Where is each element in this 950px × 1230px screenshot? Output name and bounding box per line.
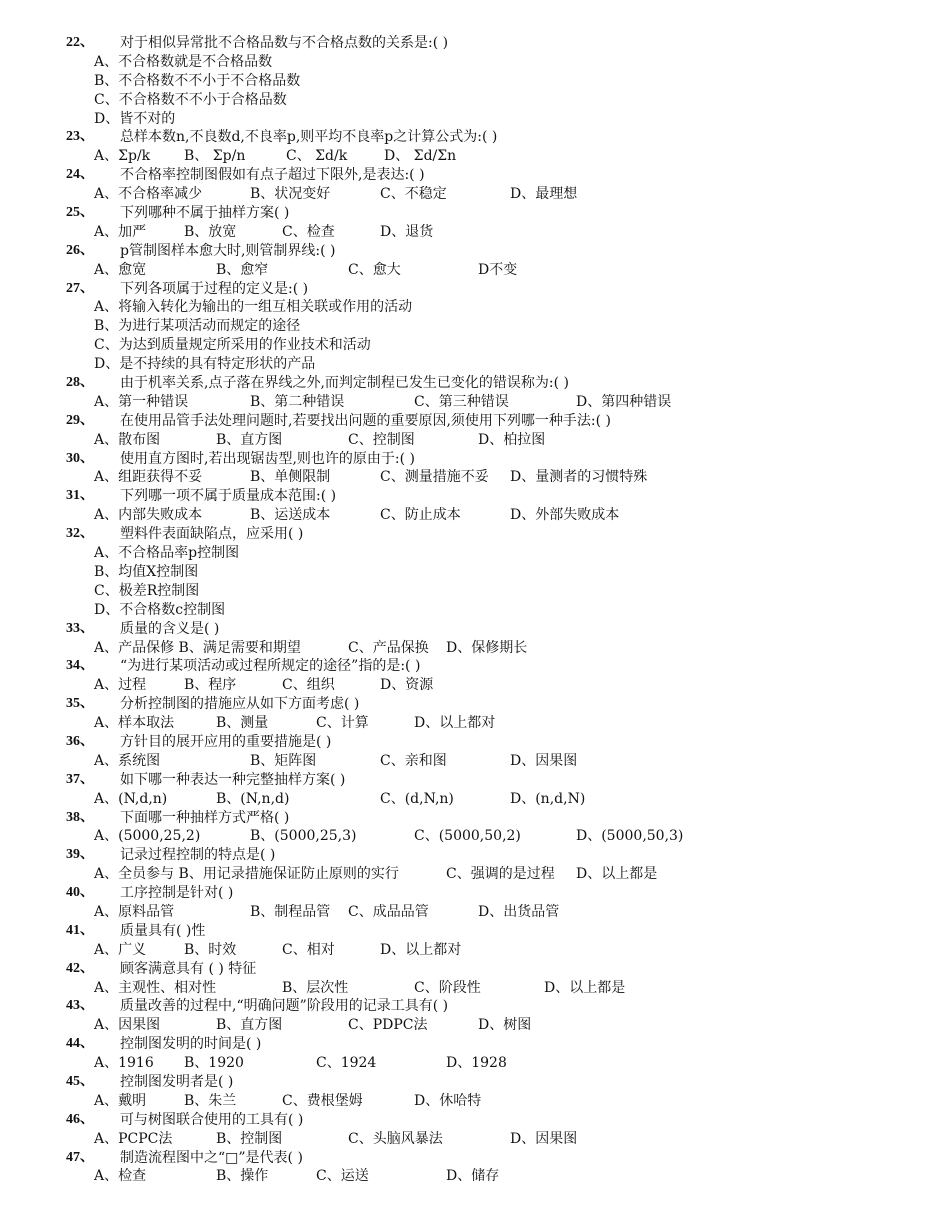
question-row xyxy=(66,374,926,393)
answer-option: D、 Σd/Σn xyxy=(384,148,457,165)
answer-options-row xyxy=(66,261,926,280)
answer-option: A、第一种错误 xyxy=(94,393,189,410)
answer-option: A、组距获得不妥 xyxy=(94,469,203,486)
answer-option: D、皆不对的 xyxy=(94,110,176,127)
answer-options-row xyxy=(66,1130,926,1149)
answer-option: D、以上都对 xyxy=(414,715,496,732)
question-row xyxy=(66,1111,926,1130)
answer-option: B、为进行某项活动而规定的途径 xyxy=(94,318,301,335)
answer-option: D、储存 xyxy=(446,1168,500,1185)
question-text: 可与树图联合使用的工具有( ) xyxy=(120,1111,304,1128)
answer-option: C、愈大 xyxy=(348,261,401,278)
answer-option: D、树图 xyxy=(478,1017,532,1034)
question-text: 总样本数n,不良数d,不良率p,则平均不良率p之计算公式为:( ) xyxy=(120,129,498,146)
question-number: 32、 xyxy=(66,526,94,542)
answer-option: C、运送 xyxy=(316,1168,369,1185)
answer-option: C、成品品管 xyxy=(348,903,429,920)
answer-option: A、PCPC法 xyxy=(94,1130,173,1147)
answer-option: C、不合格数不不小于合格品数 xyxy=(94,91,287,108)
question-text: 工序控制是针对( ) xyxy=(120,885,234,902)
answer-options-row xyxy=(66,147,926,166)
answer-option: D、因果图 xyxy=(510,752,578,769)
answer-option: B、单侧限制 xyxy=(250,469,331,486)
answer-option: A、不合格率减少 xyxy=(94,186,203,203)
answer-option: B、(N,n,d) xyxy=(216,790,290,807)
answer-option: C、1924 xyxy=(316,1055,377,1072)
answer-option: C、费根堡姆 xyxy=(282,1092,363,1109)
answer-option: A、内部失败成本 xyxy=(94,507,203,524)
question-row xyxy=(66,280,926,299)
question-row xyxy=(66,846,926,865)
question-text: 顾客满意具有 ( ) 特征 xyxy=(120,960,257,977)
answer-options-row xyxy=(66,1092,926,1111)
answer-option: A、(N,d,n) xyxy=(94,790,168,807)
answer-option: D、量测者的习惯特殊 xyxy=(510,469,648,486)
answer-option: A、将输入转化为输出的一组互相关联或作用的活动 xyxy=(94,299,413,316)
answer-option: B、层次性 xyxy=(282,979,349,996)
answer-option: D、(5000,50,3) xyxy=(576,828,684,845)
question-text: 塑料件表面缺陷点，应采用( ) xyxy=(120,526,304,543)
answer-option: A、全员参与 B、用记录措施保证防止原则的实行 xyxy=(94,866,399,883)
question-row xyxy=(66,657,926,676)
answer-option: A、Σp/k xyxy=(94,148,151,165)
answer-option: B、 Σp/n xyxy=(184,148,246,165)
question-text: 下面哪一种抽样方式严格( ) xyxy=(120,809,290,826)
question-row xyxy=(66,450,926,469)
answer-option: D、退货 xyxy=(380,223,434,240)
question-row xyxy=(66,733,926,752)
answer-option: D、是不持续的具有特定形状的产品 xyxy=(94,356,316,373)
answer-options-row xyxy=(66,1016,926,1035)
answer-options-row xyxy=(66,979,926,998)
question-number: 43、 xyxy=(66,998,94,1014)
answer-option: B、时效 xyxy=(184,941,237,958)
answer-option: C、PDPC法 xyxy=(348,1017,428,1034)
question-row xyxy=(66,997,926,1016)
answer-option: B、均值X控制图 xyxy=(94,563,199,580)
answer-option: C、(d,N,n) xyxy=(380,790,454,807)
answer-option: A、产品保修 B、满足需要和期望 xyxy=(94,639,301,656)
question-text: 分析控制图的措施应从如下方面考虑( ) xyxy=(120,696,360,713)
answer-options-row xyxy=(66,1054,926,1073)
question-row xyxy=(66,620,926,639)
answer-option: A、不合格品率p控制图 xyxy=(94,545,240,562)
question-text: 质量的含义是( ) xyxy=(120,620,220,637)
question-row xyxy=(66,695,926,714)
answer-option: C、组织 xyxy=(282,677,335,694)
answer-option: D、以上都是 xyxy=(544,979,626,996)
question-row xyxy=(66,960,926,979)
question-number: 41、 xyxy=(66,922,94,938)
answer-options-row xyxy=(66,431,926,450)
question-row xyxy=(66,166,926,185)
question-text: 控制图发明者是( ) xyxy=(120,1073,234,1090)
answer-option: D不变 xyxy=(478,261,518,278)
question-row xyxy=(66,771,926,790)
answer-option: B、程序 xyxy=(184,677,237,694)
question-number: 45、 xyxy=(66,1073,94,1089)
question-number: 34、 xyxy=(66,658,94,674)
answer-option: A、愈宽 xyxy=(94,261,147,278)
answer-option: D、(n,d,N) xyxy=(510,790,586,807)
answer-option: B、运送成本 xyxy=(250,507,331,524)
answer-options-row xyxy=(66,790,926,809)
answer-option: B、控制图 xyxy=(216,1130,283,1147)
question-text: 对于相似异常批不合格品数与不合格点数的关系是:( ) xyxy=(120,35,449,51)
question-row xyxy=(66,487,926,506)
answer-option: C、为达到质量规定所采用的作业技术和活动 xyxy=(94,337,371,354)
answer-options-row xyxy=(66,903,926,922)
question-text: 下列哪一项不属于质量成本范围:( ) xyxy=(120,488,337,505)
answer-option: C、阶段性 xyxy=(414,979,481,996)
answer-option: C、极差R控制图 xyxy=(94,582,200,599)
question-number: 40、 xyxy=(66,885,94,901)
answer-option: C、控制图 xyxy=(348,431,415,448)
question-number: 23、 xyxy=(66,129,94,145)
answer-option: B、直方图 xyxy=(216,431,283,448)
question-row xyxy=(66,128,926,147)
question-number: 42、 xyxy=(66,960,94,976)
answer-options-row xyxy=(66,865,926,884)
question-number: 29、 xyxy=(66,412,94,428)
answer-option: A、戴明 xyxy=(94,1092,147,1109)
question-text: 控制图发明的时间是( ) xyxy=(120,1036,262,1053)
answer-option: B、愈窄 xyxy=(216,261,269,278)
answer-option: D、第四种错误 xyxy=(576,393,672,410)
answer-option: B、制程品管 xyxy=(250,903,331,920)
answer-option: B、(5000,25,3) xyxy=(250,828,357,845)
question-text: 不合格率控制图假如有点子超过下限外,是表达:( ) xyxy=(120,167,425,184)
answer-option: D、保修期长 xyxy=(446,639,528,656)
question-number: 26、 xyxy=(66,242,94,258)
answer-options-row xyxy=(66,393,926,412)
answer-option: C、测量措施不妥 xyxy=(380,469,489,486)
answer-option: B、操作 xyxy=(216,1168,269,1185)
question-text: 方针目的展开应用的重要措施是( ) xyxy=(120,733,332,750)
answer-option: C、计算 xyxy=(316,715,369,732)
question-row xyxy=(66,242,926,261)
answer-option: C、强调的是过程 xyxy=(446,866,555,883)
answer-option: A、加严 xyxy=(94,223,147,240)
answer-option: D、资源 xyxy=(380,677,434,694)
question-text: 使用直方图时,若出现锯齿型,则也许的原由于:( ) xyxy=(120,450,415,467)
answer-options-row xyxy=(66,1167,926,1186)
answer-option: A、(5000,25,2) xyxy=(94,828,201,845)
answer-option: C、 Σd/k xyxy=(286,148,348,165)
answer-options-row xyxy=(66,941,926,960)
answer-option: A、1916 xyxy=(94,1055,154,1072)
answer-option: A、过程 xyxy=(94,677,147,694)
question-number: 24、 xyxy=(66,167,94,183)
answer-option: C、检查 xyxy=(282,223,335,240)
answer-option: D、不合格数c控制图 xyxy=(94,601,226,618)
answer-option: A、不合格数就是不合格品数 xyxy=(94,53,273,70)
question-text: 制造流程图中之“□”是代表( ) xyxy=(120,1149,303,1166)
question-number: 39、 xyxy=(66,847,94,863)
answer-options-row xyxy=(66,827,926,846)
question-number: 25、 xyxy=(66,205,94,221)
question-text: p管制图样本愈大时,则管制界线:( ) xyxy=(120,242,336,259)
question-number: 37、 xyxy=(66,771,94,787)
question-text: 下列各项属于过程的定义是:( ) xyxy=(120,280,309,297)
answer-option: C、产品保换 xyxy=(348,639,429,656)
answer-option: C、防止成本 xyxy=(380,507,461,524)
answer-options-row xyxy=(66,506,926,525)
answer-option: C、不稳定 xyxy=(380,186,447,203)
answer-option: D、休哈特 xyxy=(414,1092,482,1109)
answer-option: B、第二种错误 xyxy=(250,393,345,410)
answer-option: B、测量 xyxy=(216,715,269,732)
answer-option: D、1928 xyxy=(446,1055,507,1072)
question-row xyxy=(66,922,926,941)
answer-option: C、相对 xyxy=(282,941,335,958)
answer-option: B、朱兰 xyxy=(184,1092,237,1109)
answer-option: B、放宽 xyxy=(184,223,237,240)
question-text: 质量具有( )性 xyxy=(120,922,206,939)
question-number: 27、 xyxy=(66,280,94,296)
question-number: 46、 xyxy=(66,1111,94,1127)
answer-options-row xyxy=(66,223,926,242)
question-number: 28、 xyxy=(66,375,94,391)
question-row xyxy=(66,1073,926,1092)
answer-options-row xyxy=(66,185,926,204)
question-row xyxy=(66,412,926,431)
answer-option: D、柏拉图 xyxy=(478,431,546,448)
answer-options-row xyxy=(66,468,926,487)
question-number: 22、 xyxy=(66,35,94,50)
answer-options-row xyxy=(66,752,926,771)
answer-option: A、样本取法 xyxy=(94,715,175,732)
answer-option: C、(5000,50,2) xyxy=(414,828,521,845)
question-number: 31、 xyxy=(66,488,94,504)
answer-options-row xyxy=(66,639,926,658)
question-text: 下列哪种不属于抽样方案( ) xyxy=(120,205,290,222)
answer-option: A、散布图 xyxy=(94,431,161,448)
question-number: 30、 xyxy=(66,450,94,466)
answer-option: B、不合格数不不小于不合格品数 xyxy=(94,72,301,89)
answer-option: B、直方图 xyxy=(216,1017,283,1034)
answer-option: A、广义 xyxy=(94,941,147,958)
answer-option: A、原料品管 xyxy=(94,903,175,920)
question-row xyxy=(66,204,926,223)
answer-option: C、亲和图 xyxy=(380,752,447,769)
question-number: 47、 xyxy=(66,1149,94,1165)
question-number: 36、 xyxy=(66,733,94,749)
answer-option: D、最理想 xyxy=(510,186,578,203)
answer-option: D、出货品管 xyxy=(478,903,560,920)
answer-options-row xyxy=(66,714,926,733)
question-number: 33、 xyxy=(66,620,94,636)
question-row xyxy=(66,525,926,544)
question-text: 如下哪一种表达一种完整抽样方案( ) xyxy=(120,771,346,788)
answer-option: A、因果图 xyxy=(94,1017,161,1034)
answer-option: A、检查 xyxy=(94,1168,147,1185)
question-row xyxy=(66,884,926,903)
answer-option: D、以上都是 xyxy=(576,866,658,883)
answer-option: B、状况变好 xyxy=(250,186,331,203)
question-row xyxy=(66,34,926,53)
question-text: “为进行某项活动或过程所规定的途径”指的是:( ) xyxy=(120,658,421,675)
answer-option: D、外部失败成本 xyxy=(510,507,620,524)
question-text: 在使用品管手法处理问题时,若要找出问题的重要原因,须使用下列哪一种手法:( ) xyxy=(120,412,611,429)
question-row xyxy=(66,1149,926,1168)
answer-option: A、系统图 xyxy=(94,752,161,769)
answer-option: A、主观性、相对性 xyxy=(94,979,217,996)
answer-option: C、头脑风暴法 xyxy=(348,1130,443,1147)
answer-option: D、因果图 xyxy=(510,1130,578,1147)
question-number: 35、 xyxy=(66,696,94,712)
question-document xyxy=(66,34,926,1186)
question-number: 44、 xyxy=(66,1036,94,1052)
question-row xyxy=(66,809,926,828)
question-number: 38、 xyxy=(66,809,94,825)
answer-option: D、以上都对 xyxy=(380,941,462,958)
question-text: 记录过程控制的特点是( ) xyxy=(120,847,276,864)
question-text: 质量改善的过程中,“明确问题”阶段用的记录工具有( ) xyxy=(120,998,449,1015)
question-text: 由于机率关系,点子落在界线之外,而判定制程已发生已变化的错误称为:( ) xyxy=(120,375,569,392)
answer-options-row xyxy=(66,676,926,695)
answer-option: C、第三种错误 xyxy=(414,393,509,410)
question-row xyxy=(66,1035,926,1054)
answer-option: B、矩阵图 xyxy=(250,752,317,769)
answer-option: B、1920 xyxy=(184,1055,244,1072)
